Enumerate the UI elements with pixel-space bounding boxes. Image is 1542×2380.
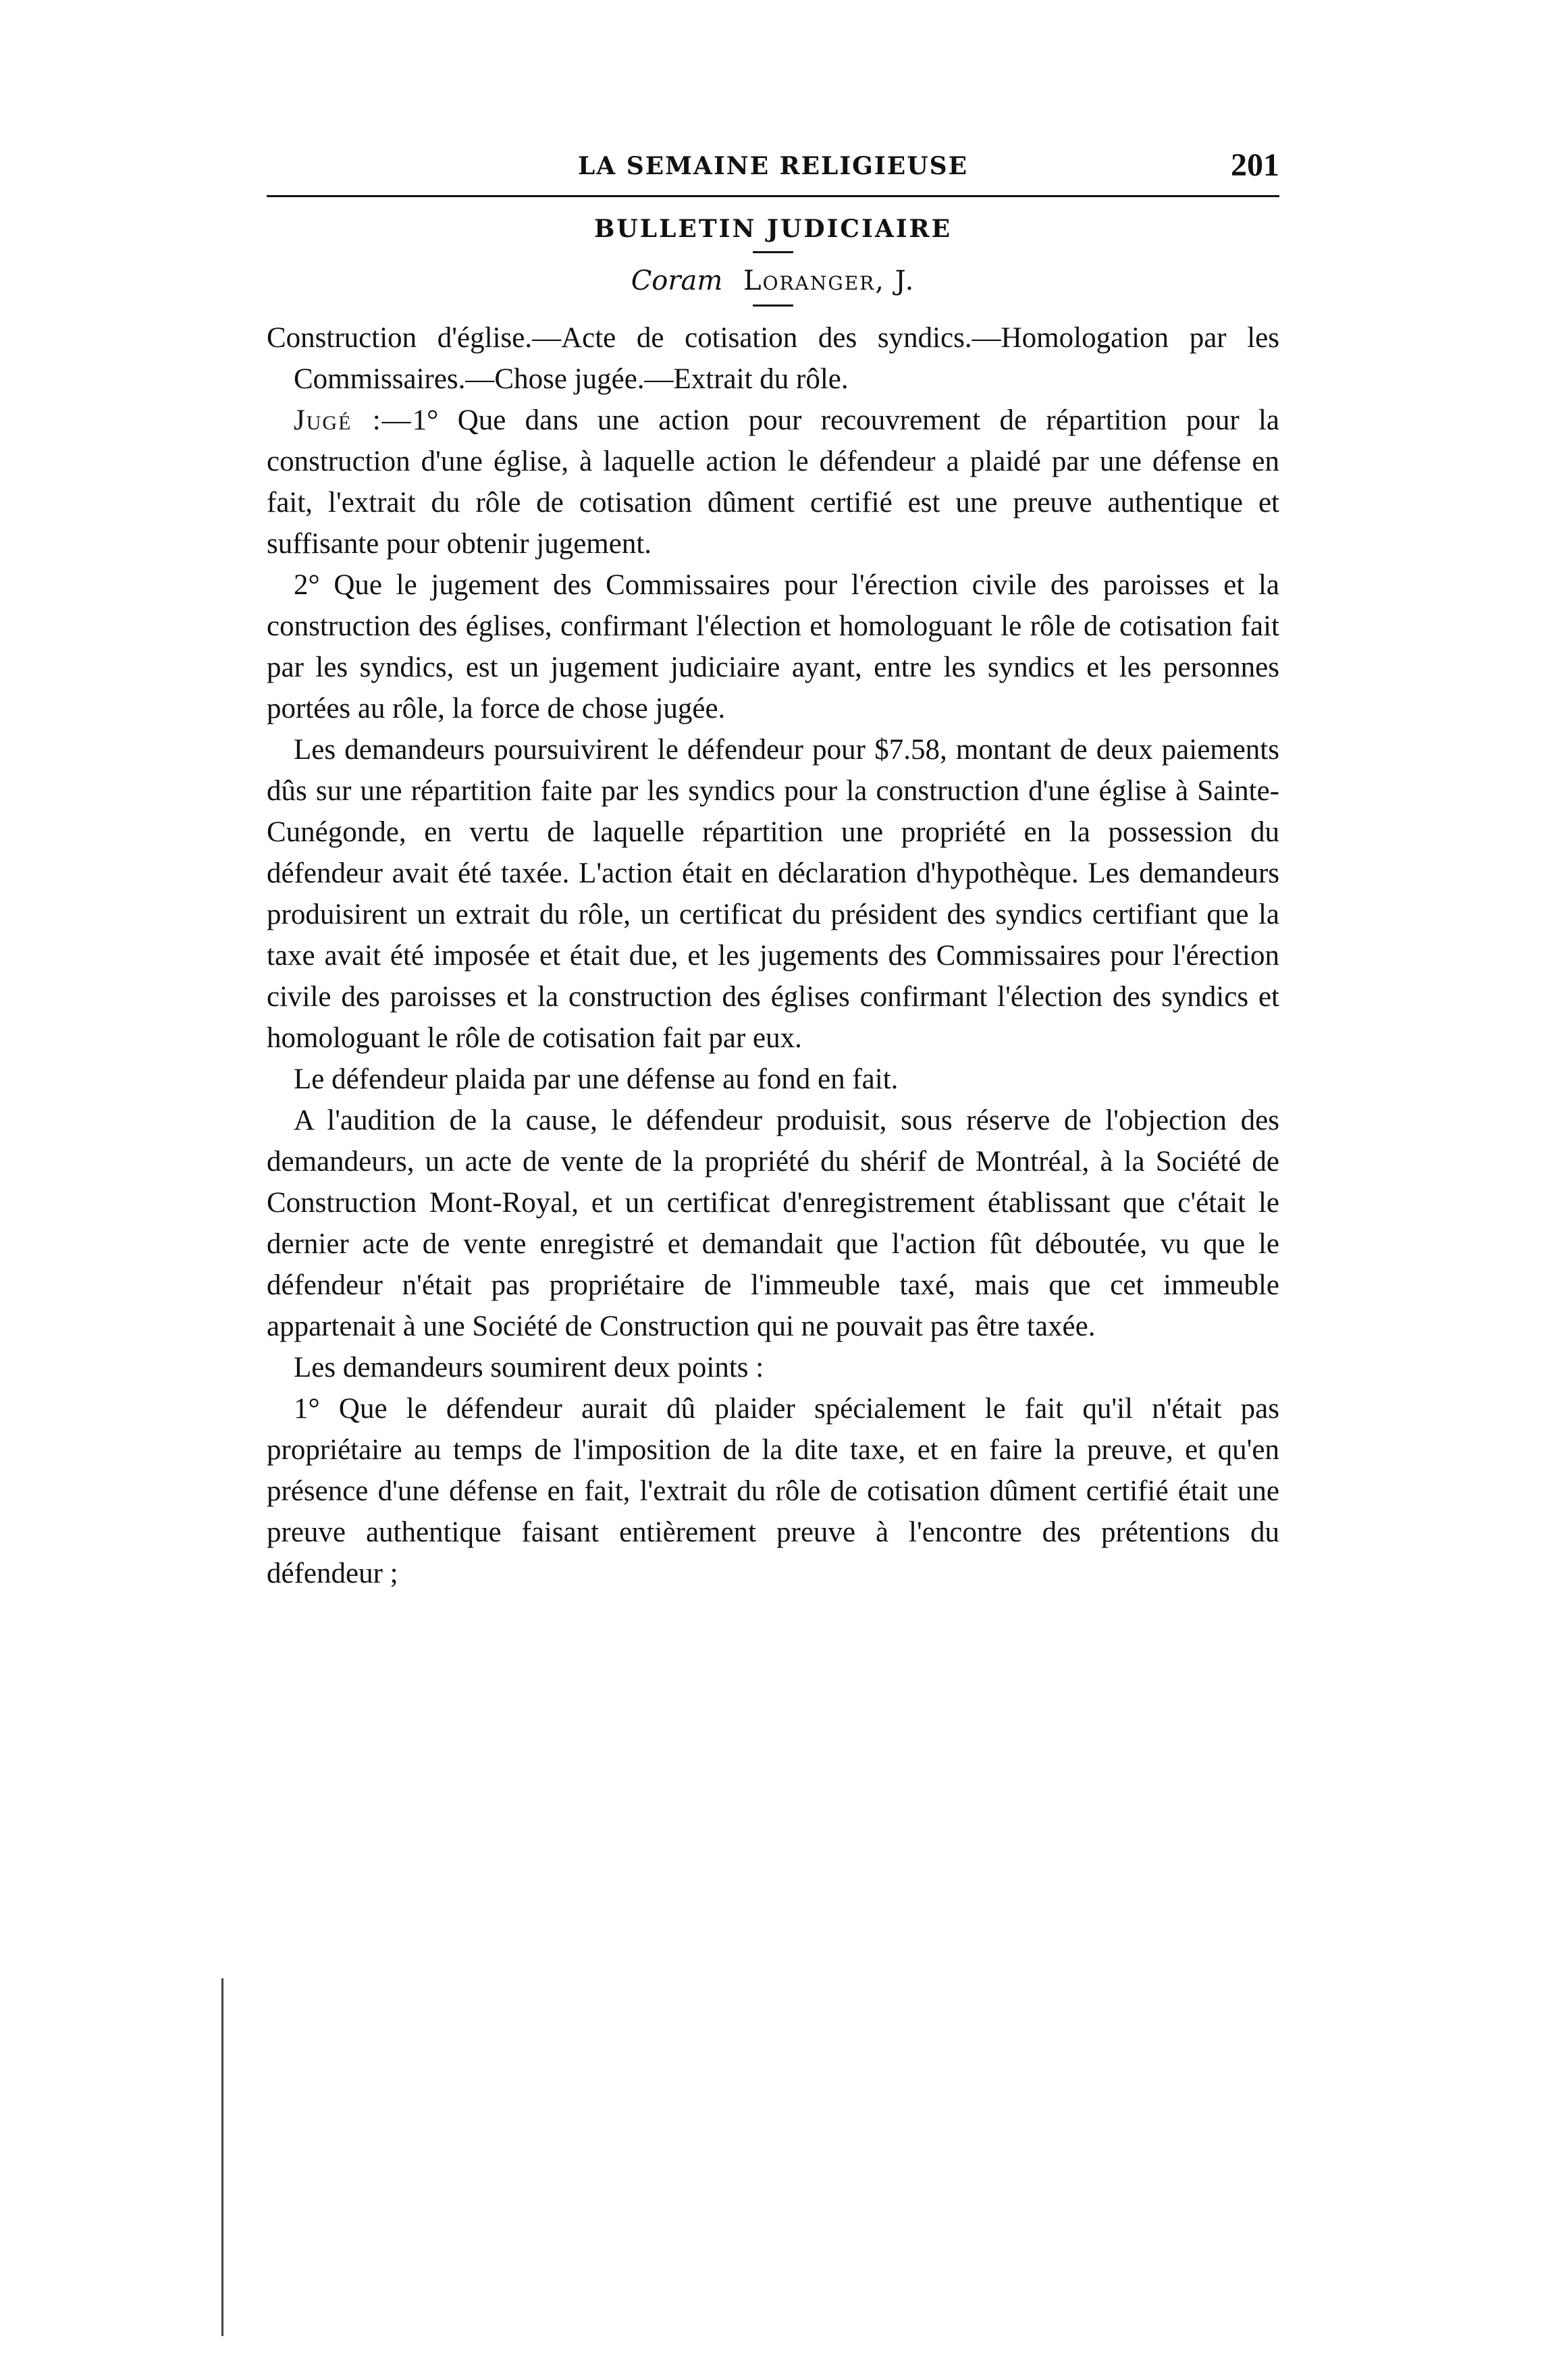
section-title: BULLETIN JUDICIAIRE bbox=[593, 215, 953, 243]
margin-line bbox=[221, 1978, 223, 2336]
points-intro: Les demandeurs soumirent deux points : bbox=[294, 1352, 764, 1383]
page bbox=[267, 138, 1279, 2299]
page-number: 201 bbox=[1231, 147, 1279, 183]
header-rule bbox=[267, 195, 1279, 197]
holding-1 bbox=[267, 400, 1279, 564]
running-title: LA SEMAINE RELIGIEUSE bbox=[577, 152, 969, 180]
coram-judge: Loranger, J. bbox=[743, 265, 915, 296]
headnote-summary: Construction d'église.—Acte de cotisation des syndics.—Homologation par les Commissaires.—Chose jugée.—Extrait du rôle. bbox=[267, 322, 1279, 395]
holding-2: 2° Que le jugement des Commissaires pour l'érection civile des paroisses et la construction des églises, confirmant l'élection et homologuant le rôle de cotisation fait par les syndics, est un jugement judiciaire ayant, entre les syndics et les personnes portées au rôle, la force de chose jugée. bbox=[267, 569, 1279, 724]
article-body bbox=[267, 317, 1279, 1594]
running-head bbox=[267, 138, 1279, 186]
defence-paragraph: Le défendeur plaida par une défense au fond en fait. bbox=[294, 1063, 899, 1095]
holding-1-text: 1° Que dans une action pour recouvrement de répartition pour la construction d'une église, à laquelle action le défendeur a plaidé par une défense en fait, l'extrait du rôle de cotisation dûment certifié est une preuve authentique et suffisante pour obtenir jugement. bbox=[267, 404, 1279, 560]
coram-line bbox=[267, 265, 1279, 296]
facts-paragraph: Les demandeurs poursuivirent le défendeur pour $7.58, montant de deux paiements dûs sur une répartition faite par les syndics pour la construction d'une église à Sainte-Cunégonde, en vertu de laquelle répartition une propriété en la possession du défendeur avait été taxée. L'action était en déclaration d'hypothèque. Les demandeurs produisirent un extrait du rôle, un certificat du président des syndics certifiant que la taxe avait été imposée et était due, et les jugements des Commissaires pour l'érection civile des paroisses et la construction des églises confirmant l'élection des syndics et homologuant le rôle de cotisation fait par eux. bbox=[267, 734, 1279, 1054]
hearing-paragraph: A l'audition de la cause, le défendeur produisit, sous réserve de l'objection des demandeurs, un acte de vente de la propriété du shérif de Montréal, à la Société de Construction Mont-Royal, et un certificat d'enregistrement établissant que c'était le dernier acte de vente enregistré et demandait que l'action fût déboutée, vu que le défendeur n'était pas propriétaire de l'immeuble taxé, mais que cet immeuble appartenait à une Société de Construction qui ne pouvait pas être taxée. bbox=[267, 1105, 1279, 1342]
title-dash bbox=[753, 251, 793, 253]
juge-label: Jugé :— bbox=[294, 404, 413, 436]
coram-dash bbox=[753, 305, 793, 307]
coram-word: Coram bbox=[631, 265, 723, 296]
point-1: 1° Que le défendeur aurait dû plaider spécialement le fait qu'il n'était pas propriétaire au temps de l'imposition de la dite taxe, et en faire la preuve, et qu'en présence d'une défense en fait, l'extrait du rôle de cotisation dûment certifié était une preuve authentique faisant entièrement preuve à l'encontre des prétentions du défendeur ; bbox=[267, 1393, 1279, 1589]
